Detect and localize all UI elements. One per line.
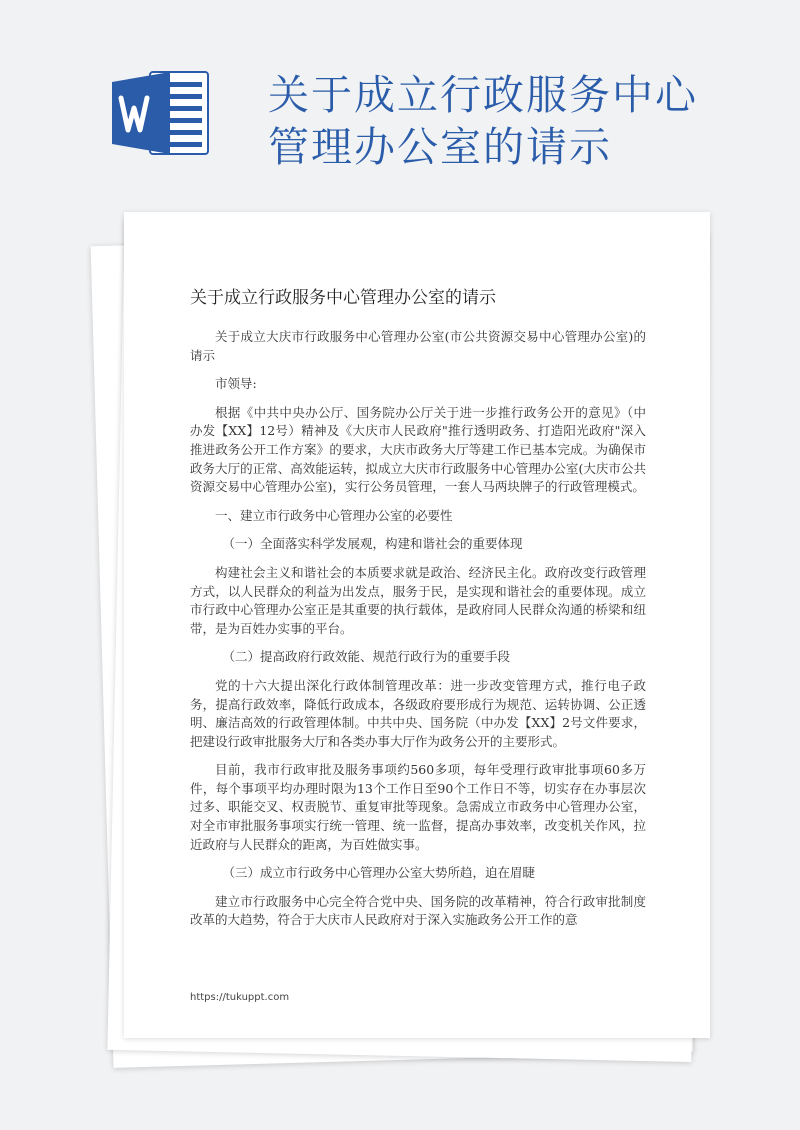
paragraph-salutation: 市领导: (215, 376, 257, 392)
subsection-heading: （一）全面落实科学发展观，构建和谐社会的重要体现 (222, 536, 523, 552)
paragraph-subject: 关于成立大庆市行政服务中心管理办公室(市公共资源交易中心管理办公室)的请示 (190, 329, 646, 363)
footer-url: https://tukuppt.com (190, 992, 290, 1003)
document-body (190, 328, 646, 940)
word-document-icon (112, 68, 212, 158)
header-title-line-1: 关于成立行政服务中心 (268, 71, 698, 119)
paragraph: 建立市行政服务中心完全符合党中央、国务院的改革精神，符合行政审批制度改革的大趋势，符合于大庆市人民政府对于深入实施政务公开工作的意 (190, 893, 646, 928)
document-page (124, 212, 710, 1038)
header-title-line-2: 管理办公室的请示 (268, 123, 612, 171)
document-title: 关于成立行政服务中心管理办公室的请示 (190, 288, 496, 308)
paragraph-intro: 根据《中共中央办公厅、国务院办公厅关于进一步推行政务公开的意见》（中办发【XX】12号）精神及《大庆市人民政府"推行透明政务、打造阳光政府"深入推进政务公开工作方案》的要求，大庆市政务大厅等建工作已基本完成。为确保市政务大厅的正常、高效能运转，拟成立大庆市行政服务中心管理办公室(大庆市公共资源交易中心管理办公室)，实行公务员管理，一套人马两块牌子的行政管理模式。 (190, 404, 646, 495)
paragraph: 构建社会主义和谐社会的本质要求就是政治、经济民主化。政府改变行政管理方式，以人民群众的利益为出发点，服务于民，是实现和谐社会的重要体现。成立市行政中心管理办公室正是其重要的执行载体，是政府同人民群众沟通的桥梁和纽带，是为百姓办实事的平台。 (190, 564, 646, 636)
subsection-heading: （二）提高政府行政效能、规范行政行为的重要手段 (222, 649, 511, 665)
paragraph: 党的十六大提出深化行政体制管理改革：进一步改变管理方式，推行电子政务，提高行政效率，降低行政成本，各级政府要形成行为规范、运转协调、公正透明、廉洁高效的行政管理体制。中共中央、国务院（中办发【XX】2号文件要求，把建设行政审批服务大厅和各类办事大厅作为政务公开的主要形式。 (190, 677, 646, 749)
header-banner (0, 0, 800, 200)
subsection-heading: （三）成立市行政务中心管理办公室大势所趋，迫在眉睫 (222, 865, 536, 881)
paragraph: 目前，我市行政审批及服务事项约560多项，每年受理行政审批事项60多万件，每个事项平均办理时限为13个工作日至90个工作日不等，切实存在办事层次过多、职能交叉、权责脱节、重复审批等现象。急需成立市政务中心管理办公室，对全市审批服务事项实行统一管理、统一监督，提高办事效率，改变机关作风，拉近政府与人民群众的距离，为百姓做实事。 (190, 762, 646, 852)
section-heading: 一、建立市行政务中心管理办公室的必要性 (215, 507, 453, 523)
